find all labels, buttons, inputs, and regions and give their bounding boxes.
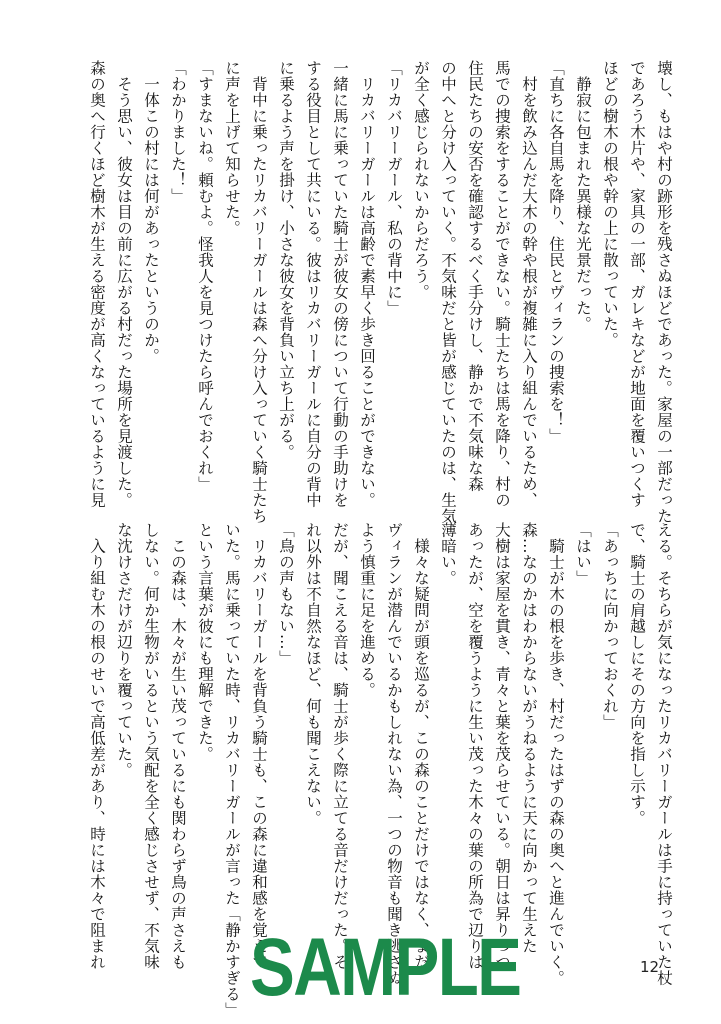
text-line: あったが、空を覆うように生い茂った木々の葉の所為で辺りは [466, 522, 484, 970]
text-line: そう思い、彼女は目の前に広がる村だった場所を見渡した。 [115, 60, 133, 508]
text-line: という言葉が彼にも理解できた。 [196, 522, 214, 762]
text-line: 壊し、もはや村の跡形を残さぬほどであった。家屋の一部だった [655, 60, 673, 524]
text-line: 一緒に馬に乗っていた騎士が彼女の傍について行動の手助けを [331, 60, 349, 508]
text-line: 騎士が木の根を歩き、村だったはずの森の奥へと進んでいく。 [547, 522, 565, 986]
text-line: 静寂に包まれた異様な光景だった。 [574, 60, 592, 332]
text-line: 「わかりました！」 [169, 60, 187, 204]
text-line: える。そちらが気になったリカバリーガールは手に持っていた杖 [655, 522, 673, 986]
text-line: この森は、木々が生い茂っているにも関わらず鳥の声さえも [169, 522, 187, 970]
text-line: 「あっちに向かっておくれ」 [601, 522, 619, 730]
text-line: よう慎重に足を進める。 [358, 522, 376, 698]
text-line: れ以外は不自然なほど、何も聞こえない。 [304, 522, 322, 826]
text-line: ほどの樹木の根や幹の上に散っていた。 [601, 60, 619, 348]
text-line: ヴィランが潜んでいるかもしれない為、一つの物音も聞き逃さぬ [385, 522, 403, 986]
text-column-bottom [83, 522, 677, 1018]
text-line: リカバリーガールを背負う騎士も、この森に違和感を覚えて [250, 522, 268, 970]
text-line: であろう木片や、家具の一部、ガレキなどが地面を覆いつくす [628, 60, 646, 508]
text-line: 「鳥の声もない…」 [277, 522, 295, 666]
text-line: 様々な疑問が頭を巡るが、この森のことだけではなく、まだ [412, 522, 430, 970]
text-line: 入り組む木の根のせいで高低差があり、時には木々で阻まれ [88, 522, 106, 970]
text-line: 背中に乗ったリカバリーガールは森へ分け入っていく騎士たち [250, 60, 268, 524]
text-column-top [83, 60, 677, 524]
sample-watermark: SAMPLE [250, 922, 521, 1013]
text-line: する役目として共にいる。彼はリカバリーガールに自分の背中 [304, 60, 322, 508]
text-line: 森の奥へ行くほど樹木が生える密度が高くなっているように見 [88, 60, 106, 508]
text-line: 住民たちの安否を確認するべく手分けし、静かで不気味な森 [466, 60, 484, 492]
text-line: で、騎士の肩越しにその方向を指し示す。 [628, 522, 646, 826]
text-line: 「すまないね。頼むよ。怪我人を見つけたら呼んでおくれ」 [196, 60, 214, 492]
text-line: に乗るよう声を掛け、小さな彼女を背負い立ち上がる。 [277, 60, 295, 460]
text-line: いた。馬に乗っていた時、リカバリーガールが言った「静かすぎる」 [223, 522, 241, 1018]
text-line: リカバリーガールは高齢で素早く歩き回ることができない。 [358, 60, 376, 508]
text-line: な沈けさだけが辺りを覆っていた。 [115, 522, 133, 778]
page-number: 12 [640, 958, 660, 976]
text-line: 「はい」 [574, 522, 592, 586]
text-line: 大樹は家屋を貫き、青々と葉を茂らせている。朝日は昇りつつ [493, 522, 511, 970]
text-line: 馬での捜索をすることができない。騎士たちは馬を降り、村の [493, 60, 511, 508]
text-line: だが、聞こえる音は、騎士が歩く際に立てる音だけだった。そ [331, 522, 349, 970]
text-line: 「直ちに各自馬を降り、住民とヴィランの捜索を！」 [547, 60, 565, 444]
text-line: の中へと分け入っていく。不気味だと皆が感じていたのは、生気 [439, 60, 457, 524]
text-line: に声を上げて知らせた。 [223, 60, 241, 236]
text-line: 薄暗い。 [439, 522, 457, 586]
text-line: 森…なのかはわからないがうねるように天に向かって生えた [520, 522, 538, 954]
text-line: 村を飲み込んだ大木の幹や根が複雑に入り組んでいるため、 [520, 60, 538, 508]
text-line: 「リカバリーガール、私の背中に」 [385, 60, 403, 316]
text-line: 一体この村には何があったというのか。 [142, 60, 160, 364]
text-line: が全く感じられないからだろう。 [412, 60, 430, 300]
text-line: しない。何か生物がいるという気配を全く感じさせず、不気味 [142, 522, 160, 970]
